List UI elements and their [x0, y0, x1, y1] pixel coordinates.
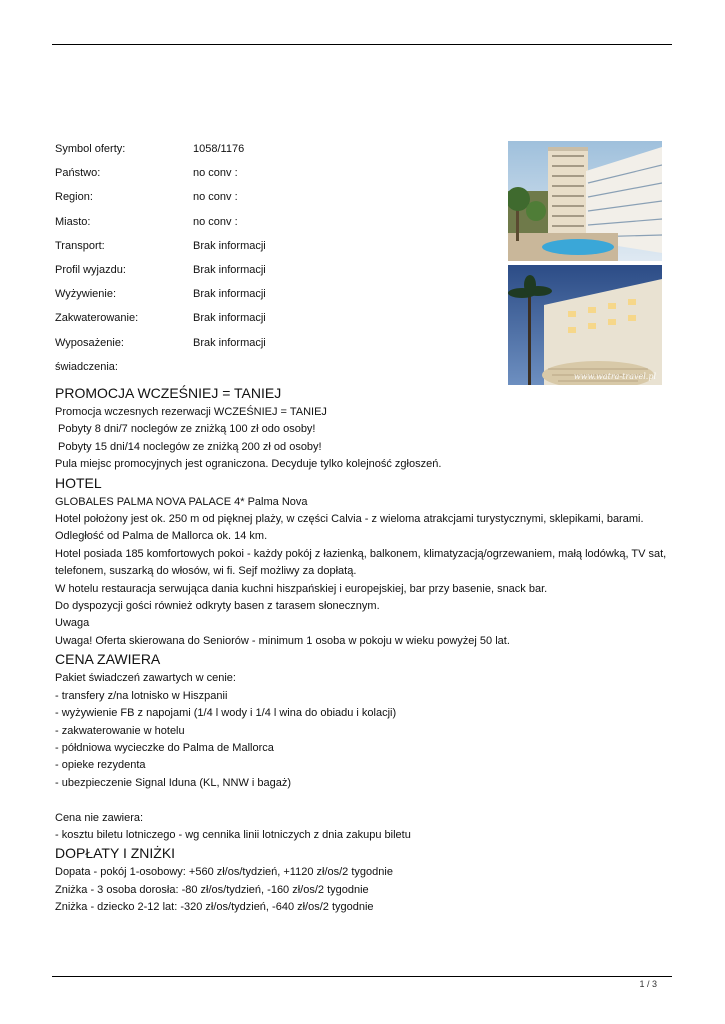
info-row	[55, 311, 355, 335]
extras-section	[55, 844, 675, 916]
text-line: Cena nie zawiera:	[55, 811, 144, 824]
text-line: Pobyty 15 dni/14 noclegów ze zniżką 200 zł od osoby!	[55, 440, 322, 453]
page-number: 1 / 3	[639, 979, 657, 989]
hotel-photos	[508, 141, 662, 385]
section-title: PROMOCJA WCZEŚNIEJ = TANIEJ	[55, 385, 282, 401]
info-label: Zakwaterowanie:	[55, 312, 139, 325]
header-rule	[52, 44, 672, 45]
info-row	[55, 336, 355, 360]
info-label: Transport:	[55, 239, 105, 252]
text-line: Do dyspozycji gości również odkryty basen z tarasem słonecznym.	[55, 600, 380, 613]
text-line: - kosztu biletu lotniczego - wg cennika linii lotniczych z dnia zakupu biletu	[55, 828, 411, 841]
text-line: Pula miejsc promocyjnych jest ograniczona. Decyduje tylko kolejność zgłoszeń.	[55, 458, 442, 471]
info-label: Państwo:	[55, 167, 101, 180]
info-value: Brak informacji	[193, 288, 266, 301]
text-line: telefonem, suszarką do włosów, wi fi. Sejf możliwy za dopłatą.	[55, 565, 357, 578]
price-includes-section	[55, 650, 675, 844]
info-value: Brak informacji	[193, 312, 266, 325]
offer-info-table	[55, 142, 355, 384]
info-label: Miasto:	[55, 215, 91, 228]
info-label: Region:	[55, 191, 93, 204]
info-label: Wyżywienie:	[55, 288, 117, 301]
photo-watermark: www.watra-travel.pl	[573, 372, 656, 381]
info-value: no conv :	[193, 191, 238, 204]
text-line: Pakiet świadczeń zawartych w cenie:	[55, 672, 236, 685]
info-value: no conv :	[193, 167, 238, 180]
info-value: Brak informacji	[193, 263, 266, 276]
info-row	[55, 287, 355, 311]
info-label: Wyposażenie:	[55, 336, 124, 349]
text-line: GLOBALES PALMA NOVA PALACE 4* Palma Nova	[55, 495, 308, 508]
text-line: - opieke rezydenta	[55, 759, 146, 772]
hotel-pool-photo	[508, 141, 662, 261]
section-title: CENA ZAWIERA	[55, 651, 161, 668]
info-row	[55, 215, 355, 239]
text-line: W hotelu restauracja serwująca dania kuchni hiszpańskiej i europejskiej, bar przy basenie, snack bar.	[55, 582, 548, 595]
text-line: Uwaga! Oferta skierowana do Seniorów - minimum 1 osoba w pokoju w wieku powyżej 50 lat.	[55, 634, 510, 647]
info-label: Profil wyjazdu:	[55, 263, 126, 276]
info-row	[55, 142, 355, 166]
info-value: 1058/1176	[193, 143, 245, 155]
info-row	[55, 360, 355, 384]
info-value	[193, 360, 355, 384]
promo-section	[55, 384, 675, 474]
text-line: Zniżka - dziecko 2-12 lat: -320 zł/os/tydzień, -640 zł/os/2 tygodnie	[55, 901, 374, 914]
text-line: Zniżka - 3 osoba dorosła: -80 zł/os/tydzień, -160 zł/os/2 tygodnie	[55, 883, 369, 896]
text-line: Dopata - pokój 1-osobowy: +560 zł/os/tydzień, +1120 zł/os/2 tygodnie	[55, 866, 393, 879]
offer-content	[55, 384, 675, 917]
hotel-night-photo	[508, 265, 662, 385]
section-title: DOPŁATY I ZNIŻKI	[55, 845, 176, 862]
info-value: Brak informacji	[193, 336, 266, 349]
text-line: - transfery z/na lotnisko w Hiszpanii	[55, 689, 228, 702]
text-line: Odległość od Palma de Mallorca ok. 14 km.	[55, 530, 268, 543]
text-line: - zakwaterowanie w hotelu	[55, 724, 185, 737]
text-line: Promocja wczesnych rezerwacji WCZEŚNIEJ = TANIEJ	[55, 406, 327, 418]
info-row	[55, 166, 355, 190]
text-line: - ubezpieczenie Signal Iduna (KL, NNW i bagaż)	[55, 776, 292, 789]
info-label: Symbol oferty:	[55, 143, 126, 155]
info-label: świadczenia:	[55, 360, 118, 373]
info-row	[55, 263, 355, 287]
text-line: Hotel posiada 185 komfortowych pokoi - każdy pokój z łazienką, balkonem, klimatyzacją/ogrzewaniem, małą lodówką, TV sat,	[55, 547, 667, 560]
info-row	[55, 239, 355, 263]
blank-line	[55, 792, 675, 809]
footer-rule	[52, 976, 672, 977]
text-line: - półdniowa wycieczke do Palma de Mallorca	[55, 741, 274, 754]
text-line: Hotel położony jest ok. 250 m od pięknej plaży, w części Calvia - z wieloma atrakcjami turystycznymi, sklepikami, barami.	[55, 513, 644, 526]
info-value: Brak informacji	[193, 239, 266, 252]
info-value: no conv :	[193, 215, 238, 228]
text-line: Pobyty 8 dni/7 noclegów ze zniżką 100 zł odo osoby!	[55, 423, 316, 436]
hotel-section	[55, 474, 675, 651]
text-line: - wyżywienie FB z napojami (1/4 l wody i 1/4 l wina do obiadu i kolacji)	[55, 707, 397, 720]
section-title: HOTEL	[55, 474, 102, 491]
info-row	[55, 190, 355, 214]
text-line: Uwaga	[55, 617, 90, 630]
